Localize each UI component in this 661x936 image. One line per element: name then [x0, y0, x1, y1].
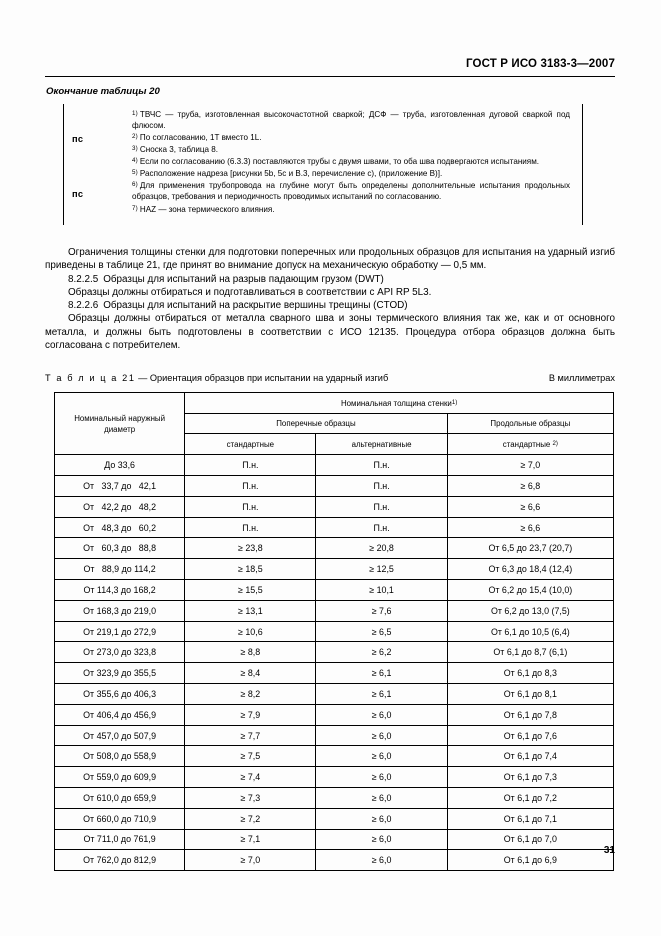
footnote-text: Для применения трубопровода на глубине могут быть определены дополнительные испытания продольных образцов, требования и периодичность проводимых испытаний по согласованию.: [132, 181, 570, 202]
cell-longitudinal-standard: От 6,1 до 8,3: [447, 663, 613, 684]
cell-transverse-alternative: П.н.: [316, 496, 447, 517]
cell-transverse-alternative: ≥ 20,8: [316, 538, 447, 559]
table-row: [55, 580, 614, 601]
footnote-number: 4): [132, 157, 138, 165]
cell-transverse-alternative: ≥ 6,0: [316, 767, 447, 788]
cell-transverse-alternative: П.н.: [316, 455, 447, 476]
table-row: [55, 476, 614, 497]
paragraph-ctod-sampling: Образцы должны отбираться от металла сварного шва и зоны термического влияния так же, как и от основного металла, и должны быть подготовлены в соответствии с ИСО 12135. Процедура отбора образцов должна быть согласована с потребителем.: [45, 313, 615, 352]
cell-transverse-alternative: ≥ 6,0: [316, 829, 447, 850]
cell-diameter: От 114,3 до 168,2: [55, 580, 185, 601]
table-row: [55, 538, 614, 559]
page-header-standard-id: ГОСТ Р ИСО 3183-3—2007: [465, 58, 615, 70]
footnote-item: [64, 167, 574, 179]
cell-diameter: До 33,6: [55, 455, 185, 476]
cell-transverse-alternative: ≥ 6,0: [316, 725, 447, 746]
cell-transverse-standard: ≥ 15,5: [185, 580, 316, 601]
footnote-item: [64, 203, 574, 215]
footnote-text: ТВЧС — труба, изготовленная высокочастотной сваркой; ДСФ — труба, изготовленная дуговой сваркой под флюсом.: [132, 109, 570, 131]
cell-transverse-standard: ≥ 7,0: [185, 850, 316, 871]
th-transverse-alternative: альтернативные: [316, 434, 447, 455]
cell-transverse-alternative: П.н.: [316, 476, 447, 497]
th-nominal-wall-thickness-footnote-ref: 1): [451, 399, 458, 406]
table-row: [55, 517, 614, 538]
cell-longitudinal-standard: От 6,2 до 15,4 (10,0): [447, 580, 613, 601]
clause-title: Образцы для испытаний на раскрытие вершины трещины (CTOD): [103, 300, 408, 312]
cell-transverse-alternative: ≥ 6,1: [316, 663, 447, 684]
cell-diameter: От 60,3 до 88,8: [55, 538, 185, 559]
clause-number: 8.2.2.6: [68, 300, 99, 312]
table-row: [55, 559, 614, 580]
cell-transverse-standard: П.н.: [185, 455, 316, 476]
table-row: [55, 725, 614, 746]
cell-transverse-standard: ≥ 8,8: [185, 642, 316, 663]
footnote-number: 6): [132, 181, 138, 189]
cell-transverse-alternative: ≥ 6,0: [316, 850, 447, 871]
table21-caption-text: Ориентация образцов при испытании на ударный изгиб: [149, 373, 389, 383]
table-row: [55, 746, 614, 767]
th-transverse-specimens: Поперечные образцы: [185, 414, 447, 434]
table-row: [55, 788, 614, 809]
cell-longitudinal-standard: От 6,1 до 7,6: [447, 725, 613, 746]
cell-transverse-alternative: ≥ 7,6: [316, 600, 447, 621]
paragraph-thickness-limits: Ограничения толщины стенки для подготовки поперечных или продольных образцов для испытания на ударный изгиб приведены в таблице 21, где принят во внимание допуск на механическую обработку — 0,5 мм.: [45, 247, 615, 272]
cell-longitudinal-standard: От 6,1 до 7,4: [447, 746, 613, 767]
cell-transverse-standard: ≥ 8,4: [185, 663, 316, 684]
cell-diameter: От 406,4 до 456,9: [55, 704, 185, 725]
footnote-text: Сноска 3, таблица 8.: [139, 145, 219, 155]
cell-longitudinal-standard: От 6,1 до 10,5 (6,4): [447, 621, 613, 642]
table20-footnote-inner: [64, 104, 582, 225]
cell-diameter: От 610,0 до 659,9: [55, 788, 185, 809]
table-row: [55, 663, 614, 684]
footnote-item: [64, 179, 574, 202]
cell-transverse-alternative: ≥ 12,5: [316, 559, 447, 580]
cell-transverse-alternative: ≥ 6,0: [316, 788, 447, 809]
footnote-number: 2): [132, 133, 138, 141]
cell-longitudinal-standard: От 6,1 до 8,1: [447, 684, 613, 705]
footnote-item: [64, 108, 574, 131]
cell-longitudinal-standard: От 6,2 до 13,0 (7,5): [447, 600, 613, 621]
footnote-item: [64, 155, 574, 167]
clause-8-2-2-5: [45, 273, 615, 286]
cell-transverse-standard: П.н.: [185, 517, 316, 538]
th-longitudinal-standard-label: стандартные: [502, 440, 551, 450]
cell-transverse-standard: П.н.: [185, 476, 316, 497]
table-row: [55, 767, 614, 788]
cell-longitudinal-standard: От 6,5 до 23,7 (20,7): [447, 538, 613, 559]
cell-transverse-standard: ≥ 23,8: [185, 538, 316, 559]
cell-longitudinal-standard: ≥ 6,6: [447, 496, 613, 517]
cell-transverse-standard: ≥ 7,1: [185, 829, 316, 850]
cell-longitudinal-standard: ≥ 6,8: [447, 476, 613, 497]
cell-transverse-standard: ≥ 7,2: [185, 808, 316, 829]
cell-longitudinal-standard: От 6,3 до 18,4 (12,4): [447, 559, 613, 580]
cell-transverse-alternative: ≥ 6,0: [316, 704, 447, 725]
cell-diameter: От 457,0 до 507,9: [55, 725, 185, 746]
table20-footnote-box: [63, 104, 583, 225]
side-mark-ps-2: пс: [72, 189, 84, 199]
cell-transverse-alternative: ≥ 6,1: [316, 684, 447, 705]
table21-caption: [45, 373, 388, 383]
table21-body: [55, 455, 614, 871]
cell-diameter: От 660,0 до 710,9: [55, 808, 185, 829]
cell-diameter: От 711,0 до 761,9: [55, 829, 185, 850]
table21-head: [55, 393, 614, 455]
th-longitudinal-standard: [447, 434, 613, 455]
clause-number: 8.2.2.5: [68, 273, 99, 285]
cell-transverse-standard: ≥ 7,7: [185, 725, 316, 746]
cell-diameter: От 559,0 до 609,9: [55, 767, 185, 788]
cell-longitudinal-standard: ≥ 6,6: [447, 517, 613, 538]
cell-longitudinal-standard: От 6,1 до 7,3: [447, 767, 613, 788]
table-row: [55, 684, 614, 705]
cell-diameter: От 48,3 до 60,2: [55, 517, 185, 538]
clause-8-2-2-6: [45, 299, 615, 312]
cell-transverse-standard: ≥ 10,6: [185, 621, 316, 642]
table21-units-note: В миллиметрах: [548, 373, 615, 383]
cell-transverse-alternative: ≥ 6,0: [316, 808, 447, 829]
cell-diameter: От 33,7 до 42,1: [55, 476, 185, 497]
cell-transverse-alternative: ≥ 6,2: [316, 642, 447, 663]
footnote-number: 7): [132, 204, 138, 212]
cell-transverse-alternative: ≥ 6,0: [316, 746, 447, 767]
table-header-row: [55, 393, 614, 414]
footnote-text: HAZ — зона термического влияния.: [139, 204, 275, 214]
footnote-text: По согласованию, 1T вместо 1L.: [139, 133, 262, 143]
footnote-item: [64, 131, 574, 143]
table-row: [55, 496, 614, 517]
th-longitudinal-standard-footnote-ref: 2): [552, 440, 558, 448]
cell-diameter: От 323,9 до 355,5: [55, 663, 185, 684]
clause-title: Образцы для испытаний на разрыв падающим грузом (DWT): [103, 273, 384, 285]
cell-diameter: От 42,2 до 48,2: [55, 496, 185, 517]
th-longitudinal-specimens: Продольные образцы: [447, 414, 613, 434]
cell-longitudinal-standard: От 6,1 до 6,9: [447, 850, 613, 871]
cell-longitudinal-standard: От 6,1 до 8,7 (6,1): [447, 642, 613, 663]
cell-diameter: От 88,9 до 114,2: [55, 559, 185, 580]
table-row: [55, 808, 614, 829]
cell-longitudinal-standard: ≥ 7,0: [447, 455, 613, 476]
cell-diameter: От 508,0 до 558,9: [55, 746, 185, 767]
cell-longitudinal-standard: От 6,1 до 7,0: [447, 829, 613, 850]
table21-caption-dash: —: [138, 373, 148, 383]
th-transverse-standard: стандартные: [185, 434, 316, 455]
cell-transverse-standard: ≥ 18,5: [185, 559, 316, 580]
table-row: [55, 621, 614, 642]
cell-longitudinal-standard: От 6,1 до 7,2: [447, 788, 613, 809]
cell-transverse-standard: ≥ 13,1: [185, 600, 316, 621]
table-row: [55, 704, 614, 725]
table-row: [55, 642, 614, 663]
body-text-block: [45, 246, 615, 352]
footnote-number: 1): [132, 110, 138, 117]
table21-caption-row: [45, 373, 615, 383]
cell-diameter: От 762,0 до 812,9: [55, 850, 185, 871]
cell-transverse-standard: ≥ 7,4: [185, 767, 316, 788]
cell-longitudinal-standard: От 6,1 до 7,8: [447, 704, 613, 725]
table21-caption-label: Т а б л и ц а 21: [45, 373, 136, 383]
footnote-number: 5): [132, 169, 138, 177]
cell-transverse-standard: П.н.: [185, 496, 316, 517]
th-nominal-outer-diameter: Номинальный наружный диаметр: [55, 393, 185, 455]
footnote-number: 3): [132, 145, 138, 153]
footnote-item: [64, 143, 574, 155]
table-row: [55, 455, 614, 476]
cell-transverse-standard: ≥ 7,9: [185, 704, 316, 725]
cell-transverse-alternative: П.н.: [316, 517, 447, 538]
side-mark-ps-1: пс: [72, 134, 84, 144]
cell-transverse-alternative: ≥ 10,1: [316, 580, 447, 601]
cell-diameter: От 355,6 до 406,3: [55, 684, 185, 705]
th-nominal-wall-thickness-label: Номинальная толщина стенки: [340, 399, 452, 409]
cell-transverse-alternative: ≥ 6,5: [316, 621, 447, 642]
cell-transverse-standard: ≥ 8,2: [185, 684, 316, 705]
table-row: [55, 600, 614, 621]
footnote-text: Расположение надреза [рисунки 5b, 5c и В.3, перечисление с), (приложение В)].: [139, 169, 443, 179]
cell-transverse-standard: ≥ 7,3: [185, 788, 316, 809]
th-nominal-wall-thickness: [185, 393, 614, 414]
header-rule: [45, 76, 615, 77]
page-number: 31: [603, 845, 615, 856]
table-continuation-caption: Окончание таблицы 20: [46, 86, 160, 97]
table21: [54, 392, 614, 871]
cell-diameter: От 219,1 до 272,9: [55, 621, 185, 642]
cell-diameter: От 168,3 до 219,0: [55, 600, 185, 621]
cell-diameter: От 273,0 до 323,8: [55, 642, 185, 663]
cell-transverse-standard: ≥ 7,5: [185, 746, 316, 767]
paragraph-dwt-sampling: Образцы должны отбираться и подготавливаться в соответствии с API RP 5L3.: [68, 286, 432, 298]
cell-longitudinal-standard: От 6,1 до 7,1: [447, 808, 613, 829]
footnote-text: Если по согласованию (6.3.3) поставляются трубы с двумя швами, то оба шва подвергаются испытаниям.: [139, 157, 540, 167]
